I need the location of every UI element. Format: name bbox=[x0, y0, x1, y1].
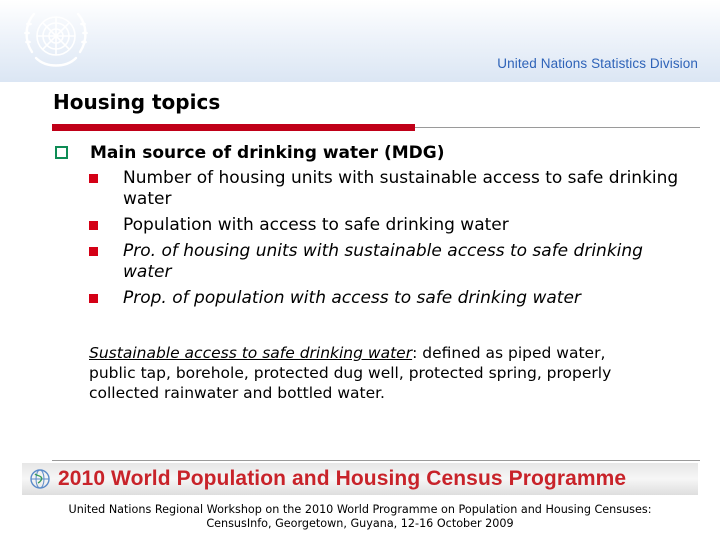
banner-text: 2010 World Population and Housing Census Programme bbox=[58, 467, 627, 490]
slide-title: Housing topics bbox=[53, 90, 221, 114]
sub-bullet-item bbox=[88, 241, 688, 283]
footer-line-2: CensusInfo, Georgetown, Guyana, 12-16 October 2009 bbox=[206, 517, 514, 530]
definition-term: Sustainable access to safe drinking water bbox=[89, 344, 413, 362]
header-band bbox=[0, 0, 720, 82]
organization-name: United Nations Statistics Division bbox=[497, 56, 698, 71]
globe-icon bbox=[28, 468, 52, 490]
filled-square-bullet-icon bbox=[89, 294, 98, 303]
sub-bullet-text: Population with access to safe drinking water bbox=[123, 215, 509, 235]
sub-bullet-list bbox=[88, 168, 688, 314]
main-bullet bbox=[55, 143, 695, 163]
un-emblem-icon bbox=[18, 6, 94, 72]
sub-bullet-item bbox=[88, 168, 688, 210]
definition-body: : defined as piped water, public tap, borehole, protected dug well, protected spring, properly collected rainwater and bottled water. bbox=[89, 344, 612, 402]
sub-bullet-text: Pro. of housing units with sustainable access to safe drinking water bbox=[123, 241, 643, 282]
filled-square-bullet-icon bbox=[89, 247, 98, 256]
footer-line-1: United Nations Regional Workshop on the 2010 World Programme on Population and Housing Censuses: bbox=[68, 503, 652, 516]
filled-square-bullet-icon bbox=[89, 221, 98, 230]
filled-square-bullet-icon bbox=[89, 174, 98, 183]
sub-bullet-item bbox=[88, 288, 688, 309]
census-programme-banner bbox=[22, 463, 698, 495]
banner-divider bbox=[52, 460, 700, 461]
title-accent-bar bbox=[52, 124, 415, 131]
sub-bullet-text: Number of housing units with sustainable access to safe drinking water bbox=[123, 168, 679, 209]
hollow-square-bullet-icon bbox=[55, 146, 68, 159]
sub-bullet-item bbox=[88, 215, 688, 236]
sub-bullet-text: Prop. of population with access to safe drinking water bbox=[123, 288, 581, 308]
definition-paragraph bbox=[89, 343, 649, 403]
main-bullet-text: Main source of drinking water (MDG) bbox=[90, 143, 445, 163]
footer bbox=[0, 503, 720, 531]
